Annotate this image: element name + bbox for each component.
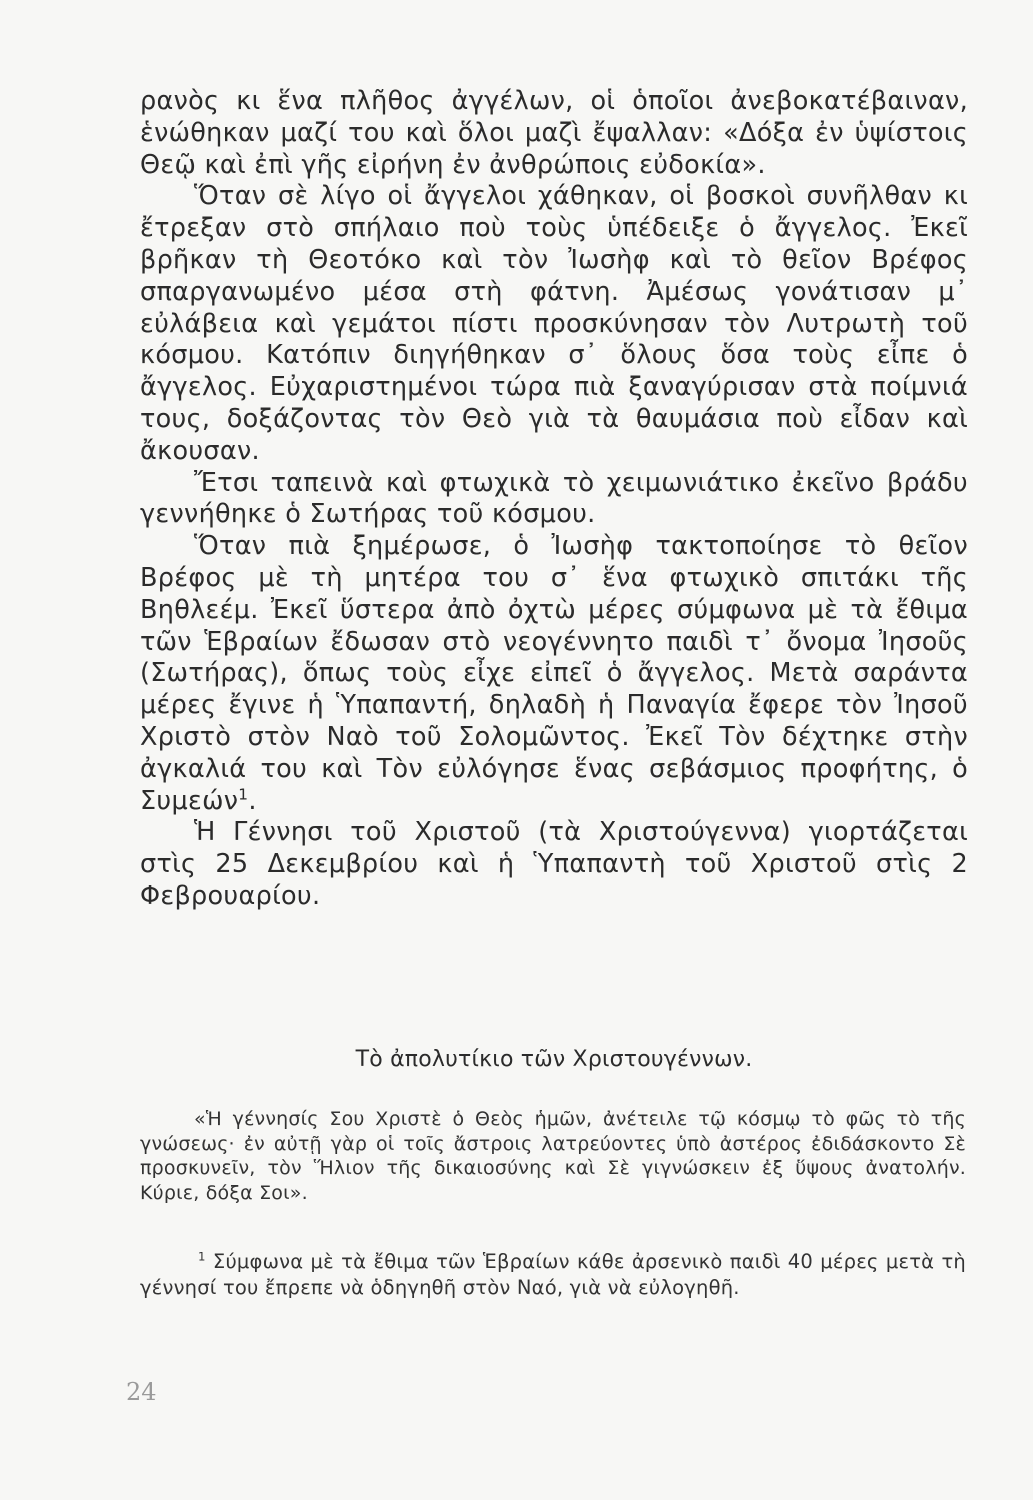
paragraph-3: Ἔτσι ταπεινὰ καὶ φτωχικὰ τὸ χειμωνιάτικο ἐκεῖνο βράδυ γεννήθηκε ὁ Σωτήρας τοῦ κόσμου. xyxy=(140,467,968,530)
footnote-reference: 1 xyxy=(238,785,249,804)
paragraph-2: Ὅταν σὲ λίγο οἱ ἄγγελοι χάθηκαν, οἱ βοσκοὶ συνῆλθαν κι ἔτρεξαν στὸ σπήλαιο ποὺ τοὺς ὑπέδειξε ὁ ἄγγελος. Ἐκεῖ βρῆκαν τὴ Θεοτόκο καὶ τὸν Ἰωσὴφ καὶ τὸ θεῖον Βρέφος σπαργανωμένο μέσα στὴ φάτνη. Ἀμέσως γονάτισαν μ᾽ εὐλάβεια καὶ γεμάτοι πίστι προσκύνησαν τὸν Λυτρωτὴ τοῦ κόσμου. Κατόπιν διηγήθηκαν σ᾽ ὅλους ὅσα τοὺς εἶπε ὁ ἄγγελος. Εὐχαριστημένοι τώρα πιὰ ξαναγύρισαν στὰ ποίμνιά τους, δοξάζοντας τὸν Θεὸ γιὰ τὰ θαυμάσια ποὺ εἶδαν καὶ ἄκουσαν. xyxy=(140,181,968,466)
paragraph-1: ρανὸς κι ἕνα πλῆθος ἀγγέλων, οἱ ὁποῖοι ἀνεβοκατέβαιναν, ἑνώθηκαν μαζί του καὶ ὅλοι μαζὶ ἔψαλλαν: «Δόξα ἐν ὑψίστοις Θεῷ καὶ ἐπὶ γῆς εἰρήνη ἐν ἀνθρώποις εὐδοκία». xyxy=(140,86,968,180)
paragraph-5: Ἡ Γέννησι τοῦ Χριστοῦ (τὰ Χριστούγεννα) γιορτάζεται στὶς 25 Δεκεμβρίου καὶ ἡ Ὑπαπαντὴ τοῦ Χριστοῦ στὶς 2 Φεβρουαρίου. xyxy=(140,817,968,911)
page-number: 24 xyxy=(126,1378,157,1406)
paragraph-4-text: Ὅταν πιὰ ξημέρωσε, ὁ Ἰωσὴφ τακτοποίησε τὸ θεῖον Βρέφος μὲ τὴ μητέρα του σ᾽ ἕνα φτωχικὸ σπιτάκι τῆς Βηθλεέμ. Ἐκεῖ ὕστερα ἀπὸ ὀχτὼ μέρες σύμφωνα μὲ τὰ ἔθιμα τῶν Ἑβραίων ἔδωσαν στὸ νεογέννητο παιδὶ τ᾽ ὄνομα Ἰησοῦς (Σωτήρας), ὅπως τοὺς εἶχε εἰπεῖ ὁ ἄγγελος. Μετὰ σαράντα μέρες ἔγινε ἡ Ὑπαπαντή, δηλαδὴ ἡ Παναγία ἔφερε τὸν Ἰησοῦ Χριστὸ στὸν Ναὸ τοῦ Σολομῶντος. Ἐκεῖ Τὸν δέχτηκε στὴν ἀγκαλιά του καὶ Τὸν εὐλόγησε ἕνας σεβάσμιος προφήτης, ὁ Συμεών xyxy=(140,531,968,816)
paragraph-4 xyxy=(140,531,968,817)
footnote-paragraph xyxy=(140,1249,966,1301)
hymn-text xyxy=(140,1107,966,1205)
footnote xyxy=(140,1249,966,1301)
footnote-text: Σύμφωνα μὲ τὰ ἔθιμα τῶν Ἑβραίων κάθε ἀρσενικὸ παιδὶ 40 μέρες μετὰ τὴ γέννησί του ἔπρεπε νὰ ὁδηγηθῆ στὸν Ναό, γιὰ νὰ εὐλογηθῆ. xyxy=(140,1250,966,1299)
footnote-marker: 1 xyxy=(198,1249,206,1264)
paragraph-4-end: . xyxy=(248,785,257,816)
section-heading: Τὸ ἀπολυτίκιο τῶν Χριστουγέννων. xyxy=(355,1047,753,1072)
main-text xyxy=(140,86,968,913)
hymn-paragraph: «Ἡ γέννησίς Σου Χριστὲ ὁ Θεὸς ἡμῶν, ἀνέτειλε τῷ κόσμῳ τὸ φῶς τὸ τῆς γνώσεως· ἐν αὐτῇ γὰρ οἱ τοῖς ἄστροις λατρεύοντες ὑπὸ ἀστέρος ἐδιδάσκοντο Σὲ προσκυνεῖν, τὸν Ἥλιον τῆς δικαιοσύνης καὶ Σὲ γιγνώσκειν ἐξ ὕψους ἀνατολήν. Κύριε, δόξα Σοι». xyxy=(140,1108,966,1204)
